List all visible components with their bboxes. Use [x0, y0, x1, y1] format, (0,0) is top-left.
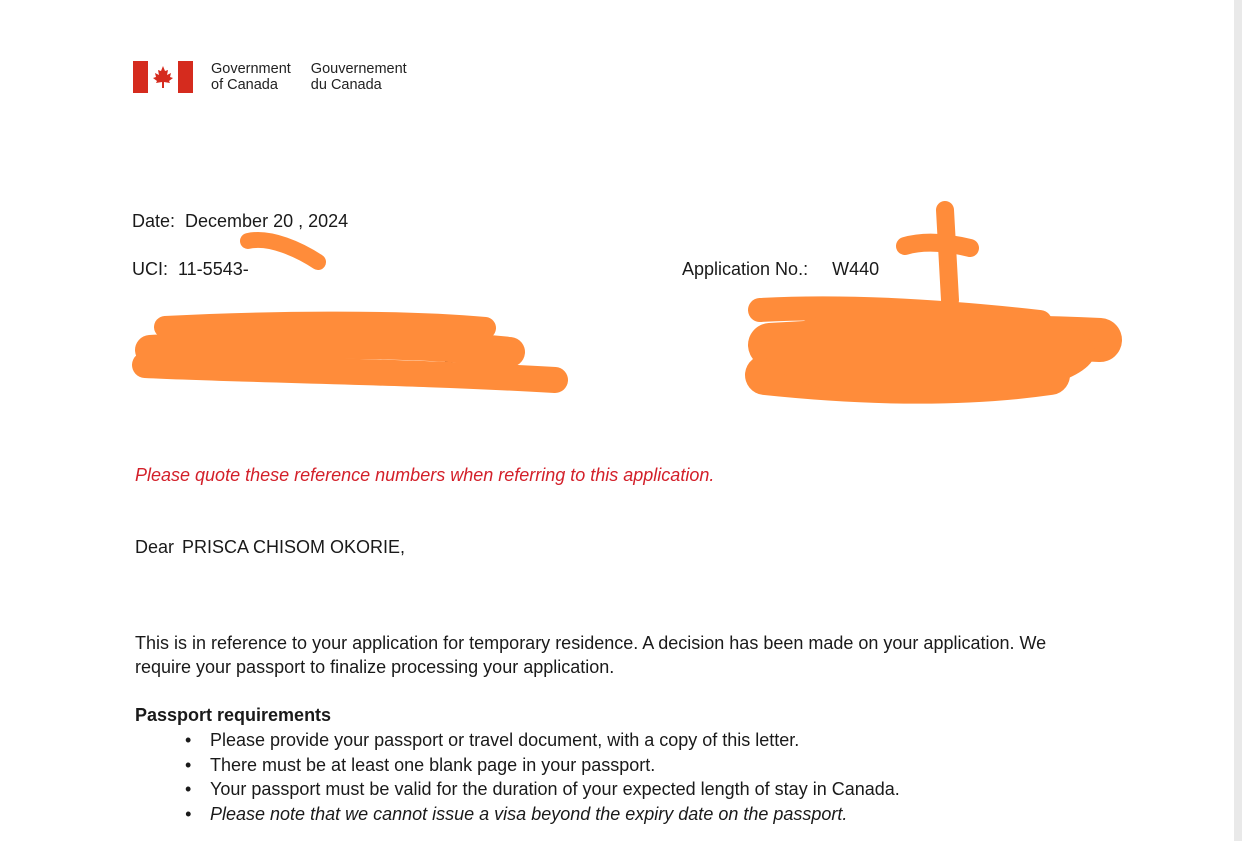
government-fr-line-1: Gouvernement [310, 61, 407, 77]
government-en-line-2: of Canada [211, 77, 278, 93]
reference-notice: Please quote these reference numbers when referring to this application. [135, 465, 715, 485]
government-en-line-1: Government [211, 61, 291, 77]
uci-value: 11-5543- [178, 259, 249, 279]
list-item: • There must be at least one blank page in your passport. [185, 753, 900, 778]
government-fr-line-2: du Canada [310, 77, 382, 93]
date-label: Date: [132, 211, 176, 231]
list-item: • Your passport must be valid for the duration of your expected length of stay in Canada. [185, 777, 900, 802]
list-item: • Please note that we cannot issue a visa beyond the expiry date on the passport. [185, 802, 900, 827]
decision-paragraph: This is in reference to your application for temporary residence. A decision has been made on your application. We require your passport to finalize processing your application. [135, 633, 1047, 677]
salutation [135, 537, 405, 558]
passport-requirements-heading: Passport requirements [135, 705, 332, 725]
applicant-name: PRISCA CHISOM OKORIE, [182, 537, 406, 557]
application-number-label: Application No.: [682, 259, 809, 279]
list-item: • Please provide your passport or travel document, with a copy of this letter. [185, 728, 900, 753]
passport-requirements-list [185, 728, 900, 826]
date-value: December 20 , 2024 [185, 211, 349, 231]
uci-label: UCI: [132, 259, 168, 279]
salutation-word: Dear [135, 537, 175, 557]
application-number-value: W440 [832, 259, 880, 279]
